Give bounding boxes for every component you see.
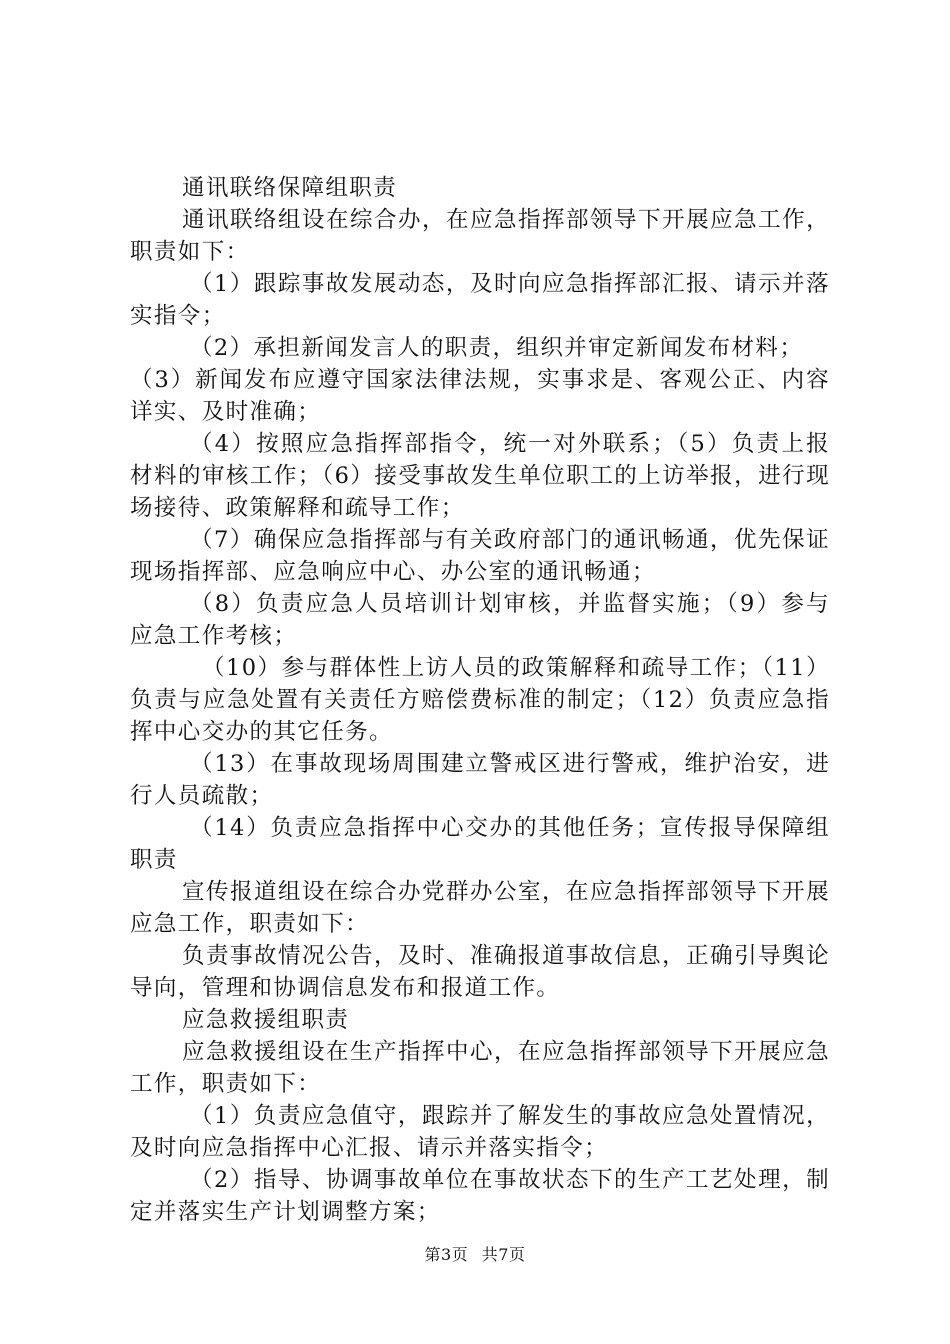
paragraph: 通讯联络组设在综合办，在应急指挥部领导下开展应急工作，职责如下： — [130, 207, 830, 265]
list-item: （13）在事故现场周围建立警戒区进行警戒，维护治安，进行人员疏散； — [130, 751, 830, 809]
list-item: （4）按照应急指挥部指令，统一对外联系；（5）负责上报材料的审核工作；（6）接受事故发生单位职工的上访举报，进行现场接待、政策解释和疏导工作； — [130, 431, 830, 521]
section-heading-rescue: 应急救援组职责 — [182, 1007, 350, 1033]
page-total: 共7页 — [481, 1245, 526, 1264]
list-item: （7）确保应急指挥部与有关政府部门的通讯畅通，优先保证现场指挥部、应急响应中心、办公室的通讯畅通； — [130, 527, 830, 585]
list-item: （1）跟踪事故发展动态，及时向应急指挥部汇报、请示并落实指令； — [130, 271, 830, 329]
document-body — [130, 172, 830, 1228]
paragraph: 应急救援组设在生产指挥中心，在应急指挥部领导下开展应急工作，职责如下： — [130, 1039, 830, 1097]
list-item: （2）指导、协调事故单位在事故状态下的生产工艺处理，制定并落实生产计划调整方案； — [130, 1167, 830, 1225]
page-footer — [0, 1242, 950, 1265]
section-heading-communication: 通讯联络保障组职责 — [182, 175, 398, 201]
list-item: （1）负责应急值守，跟踪并了解发生的事故应急处置情况，及时向应急指挥中心汇报、请示并落实指令； — [130, 1103, 830, 1161]
paragraph: 负责事故情况公告，及时、准确报道事故信息，正确引导舆论导向，管理和协调信息发布和报道工作。 — [130, 943, 830, 1001]
paragraph: 宣传报道组设在综合办党群办公室，在应急指挥部领导下开展应急工作，职责如下： — [130, 879, 830, 937]
list-item: （3）新闻发布应遵守国家法律法规，实事求是、客观公正、内容详实、及时准确； — [130, 367, 830, 425]
list-item: （8）负责应急人员培训计划审核，并监督实施；（9）参与应急工作考核； — [130, 591, 830, 649]
list-item: （2）承担新闻发言人的职责，组织并审定新闻发布材料； — [190, 335, 804, 361]
list-item: （14）负责应急指挥中心交办的其他任务；宣传报导保障组职责 — [130, 815, 830, 873]
page-number: 第3页 — [424, 1245, 469, 1264]
list-item: （10）参与群体性上访人员的政策解释和疏导工作；（11）负责与应急处置有关责任方赔偿费标准的制定；（12）负责应急指挥中心交办的其它任务。 — [130, 655, 830, 745]
